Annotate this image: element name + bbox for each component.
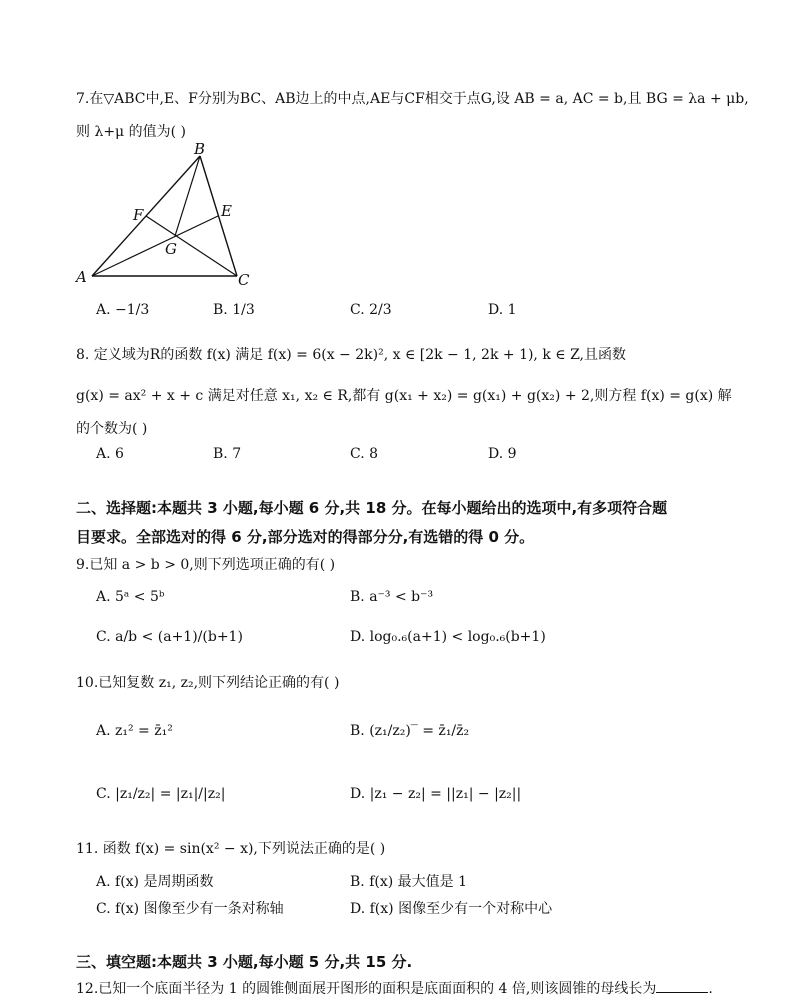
q11-option-c[interactable]: C. f(x) 图像至少有一条对称轴 bbox=[96, 901, 284, 917]
q7-option-b[interactable]: B. 1/3 bbox=[213, 302, 255, 318]
q12-line bbox=[76, 978, 713, 998]
q8-line1: 8. 定义域为R的函数 f(x) 满足 f(x) = 6(x − 2k)², x ∈ [2k − 1, 2k + 1), k ∈ Z,且函数 bbox=[76, 347, 627, 363]
q10-option-d[interactable]: D. |z₁ − z₂| = ||z₁| − |z₂|| bbox=[350, 786, 522, 802]
segment-bg bbox=[175, 156, 200, 236]
section-3-heading: 三、填空题:本题共 3 小题,每小题 5 分,共 15 分. bbox=[76, 953, 413, 971]
q8-option-c[interactable]: C. 8 bbox=[350, 446, 379, 462]
q10-option-a[interactable]: A. z₁² = z̄₁² bbox=[96, 723, 173, 739]
q8-option-d[interactable]: D. 9 bbox=[488, 446, 517, 462]
q9-option-b[interactable]: B. a⁻³ < b⁻³ bbox=[350, 589, 434, 605]
q12-stem: 12.已知一个底面半径为 1 的圆锥侧面展开图形的面积是底面面积的 4 倍,则该圆锥的母线长为 bbox=[76, 981, 657, 997]
q9-option-d[interactable]: D. log₀.₆(a+1) < log₀.₆(b+1) bbox=[350, 629, 546, 645]
q10-stem: 10.已知复数 z₁, z₂,则下列结论正确的有( ) bbox=[76, 675, 340, 691]
label-f: F bbox=[133, 206, 144, 224]
q7-stem-line1: 7.在▽ABC中,E、F分别为BC、AB边上的中点,AE与CF相交于点G,设 AB = a, AC = b,且 BG = λa + μb, bbox=[76, 91, 749, 107]
q12-answer-blank[interactable] bbox=[656, 980, 708, 993]
q7-option-a[interactable]: A. −1/3 bbox=[96, 302, 150, 318]
q11-option-b[interactable]: B. f(x) 最大值是 1 bbox=[350, 874, 467, 890]
q8-line3: 的个数为( ) bbox=[76, 421, 148, 437]
label-b: B bbox=[194, 140, 206, 158]
triangle-figure bbox=[70, 140, 270, 290]
q12-end: . bbox=[708, 981, 713, 997]
q10-option-c[interactable]: C. |z₁/z₂| = |z₁|/|z₂| bbox=[96, 786, 226, 802]
section-2-heading-line2: 目要求。全部选对的得 6 分,部分选对的得部分分,有选错的得 0 分。 bbox=[76, 528, 535, 546]
q7-option-c[interactable]: C. 2/3 bbox=[350, 302, 392, 318]
label-e: E bbox=[221, 202, 232, 220]
segment-cf bbox=[146, 216, 237, 276]
q8-line2: g(x) = ax² + x + c 满足对任意 x₁, x₂ ∈ R,都有 g(x₁ + x₂) = g(x₁) + g(x₂) + 2,则方程 f(x) = g(x) 解 bbox=[76, 388, 732, 404]
q7-stem-line2: 则 λ+μ 的值为( ) bbox=[76, 124, 186, 140]
q7-option-d[interactable]: D. 1 bbox=[488, 302, 517, 318]
segment-ae bbox=[92, 216, 218, 276]
section-2-heading-line1: 二、选择题:本题共 3 小题,每小题 6 分,共 18 分。在每小题给出的选项中,有多项符合题 bbox=[76, 499, 668, 517]
q8-option-a[interactable]: A. 6 bbox=[96, 446, 124, 462]
q9-option-a[interactable]: A. 5ᵃ < 5ᵇ bbox=[96, 589, 165, 605]
label-g: G bbox=[165, 240, 177, 258]
q11-option-d[interactable]: D. f(x) 图像至少有一个对称中心 bbox=[350, 901, 553, 917]
q8-option-b[interactable]: B. 7 bbox=[213, 446, 242, 462]
q9-stem: 9.已知 a > b > 0,则下列选项正确的有( ) bbox=[76, 557, 336, 573]
q11-stem: 11. 函数 f(x) = sin(x² − x),下列说法正确的是( ) bbox=[76, 841, 386, 857]
q9-option-c[interactable]: C. a/b < (a+1)/(b+1) bbox=[96, 629, 243, 645]
label-a: A bbox=[76, 268, 87, 286]
label-c: C bbox=[238, 271, 250, 289]
q11-option-a[interactable]: A. f(x) 是周期函数 bbox=[96, 874, 214, 890]
q10-option-b[interactable]: B. (z₁/z₂)‾ = z̄₁/z̄₂ bbox=[350, 723, 470, 739]
